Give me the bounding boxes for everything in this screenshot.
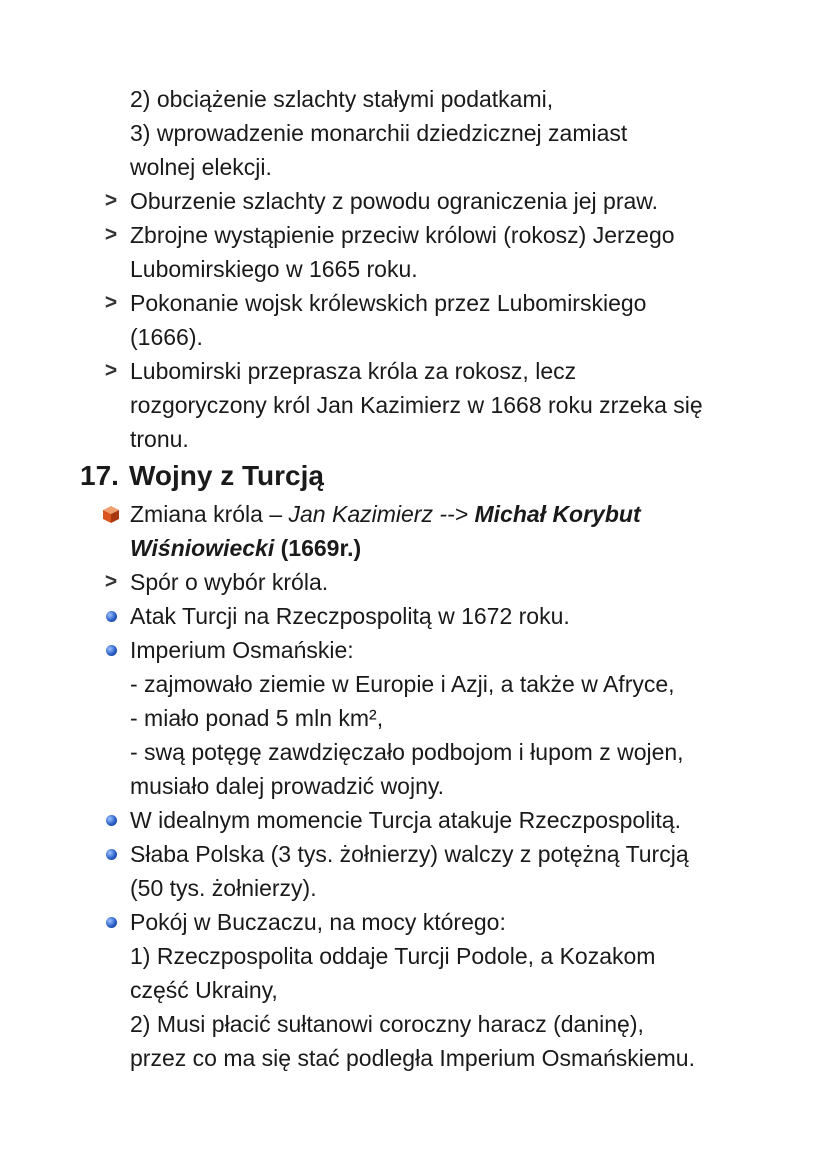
list-item-continuation: - swą potęgę zawdzięczało podbojom i łupom z wojen,	[130, 739, 684, 765]
list-item-continuation: część Ukrainy,	[130, 977, 278, 1003]
arrow-bullet-icon: >	[104, 223, 118, 246]
list-item: Zbrojne wystąpienie przeciw królowi (rokosz) Jerzego	[130, 222, 675, 248]
arrow-bullet-icon: >	[104, 359, 118, 382]
blue-dot-bullet-icon	[100, 633, 122, 667]
list-item: Spór o wybór króla.	[130, 569, 329, 595]
arrow-bullet-icon: >	[104, 189, 118, 212]
list-item-continuation: Wiśniowiecki (1669r.)	[130, 535, 362, 561]
blue-dot-bullet-icon	[100, 803, 122, 837]
text-line: 3) wprowadzenie monarchii dziedzicznej zamiast	[130, 120, 628, 146]
list-item-continuation: tronu.	[130, 426, 189, 452]
blue-dot-bullet-icon	[100, 905, 122, 939]
list-item-continuation: przez co ma się stać podległa Imperium Osmańskiemu.	[130, 1045, 695, 1071]
list-item: Imperium Osmańskie:	[130, 637, 354, 663]
list-item-continuation: Lubomirskiego w 1665 roku.	[130, 256, 418, 282]
section-title: Wojny z Turcją	[128, 460, 324, 491]
text-line: wolnej elekcji.	[130, 154, 272, 180]
list-item: Słaba Polska (3 tys. żołnierzy) walczy z potężną Turcją	[130, 841, 689, 867]
list-item-continuation: (1666).	[130, 324, 203, 350]
arrow-bullet-icon: >	[104, 570, 118, 593]
list-item: Lubomirski przeprasza króla za rokosz, lecz	[130, 358, 577, 384]
list-item-continuation: musiało dalej prowadzić wojny.	[130, 773, 445, 799]
list-item: Oburzenie szlachty z powodu ograniczenia jej praw.	[130, 188, 659, 214]
blue-dot-bullet-icon	[100, 837, 122, 871]
list-item-continuation: 2) Musi płacić sułtanowi coroczny haracz (daninę),	[130, 1011, 644, 1037]
section-number: 17.	[80, 460, 119, 491]
text-line: 2) obciążenie szlachty stałymi podatkami,	[130, 86, 554, 112]
list-item-continuation: (50 tys. żołnierzy).	[130, 875, 317, 901]
red-cube-bullet-icon	[100, 497, 122, 531]
list-item-continuation: rozgoryczony król Jan Kazimierz w 1668 roku zrzeka się	[130, 392, 703, 418]
list-item: Atak Turcji na Rzeczpospolitą w 1672 roku.	[130, 603, 570, 629]
list-item-continuation: - zajmowało ziemie w Europie i Azji, a także w Afryce,	[130, 671, 675, 697]
list-item: W idealnym momencie Turcja atakuje Rzeczpospolitą.	[130, 807, 681, 833]
section-heading	[80, 457, 324, 495]
arrow-bullet-icon: >	[104, 291, 118, 314]
list-item-continuation: - miało ponad 5 mln km²,	[130, 705, 384, 731]
blue-dot-bullet-icon	[100, 599, 122, 633]
list-item-king-change: Zmiana króla – Jan Kazimierz --> Michał Korybut	[130, 501, 641, 527]
list-item: Pokonanie wojsk królewskich przez Lubomirskiego	[130, 290, 647, 316]
list-item: Pokój w Buczaczu, na mocy którego:	[130, 909, 506, 935]
list-item-continuation: 1) Rzeczpospolita oddaje Turcji Podole, a Kozakom	[130, 943, 656, 969]
